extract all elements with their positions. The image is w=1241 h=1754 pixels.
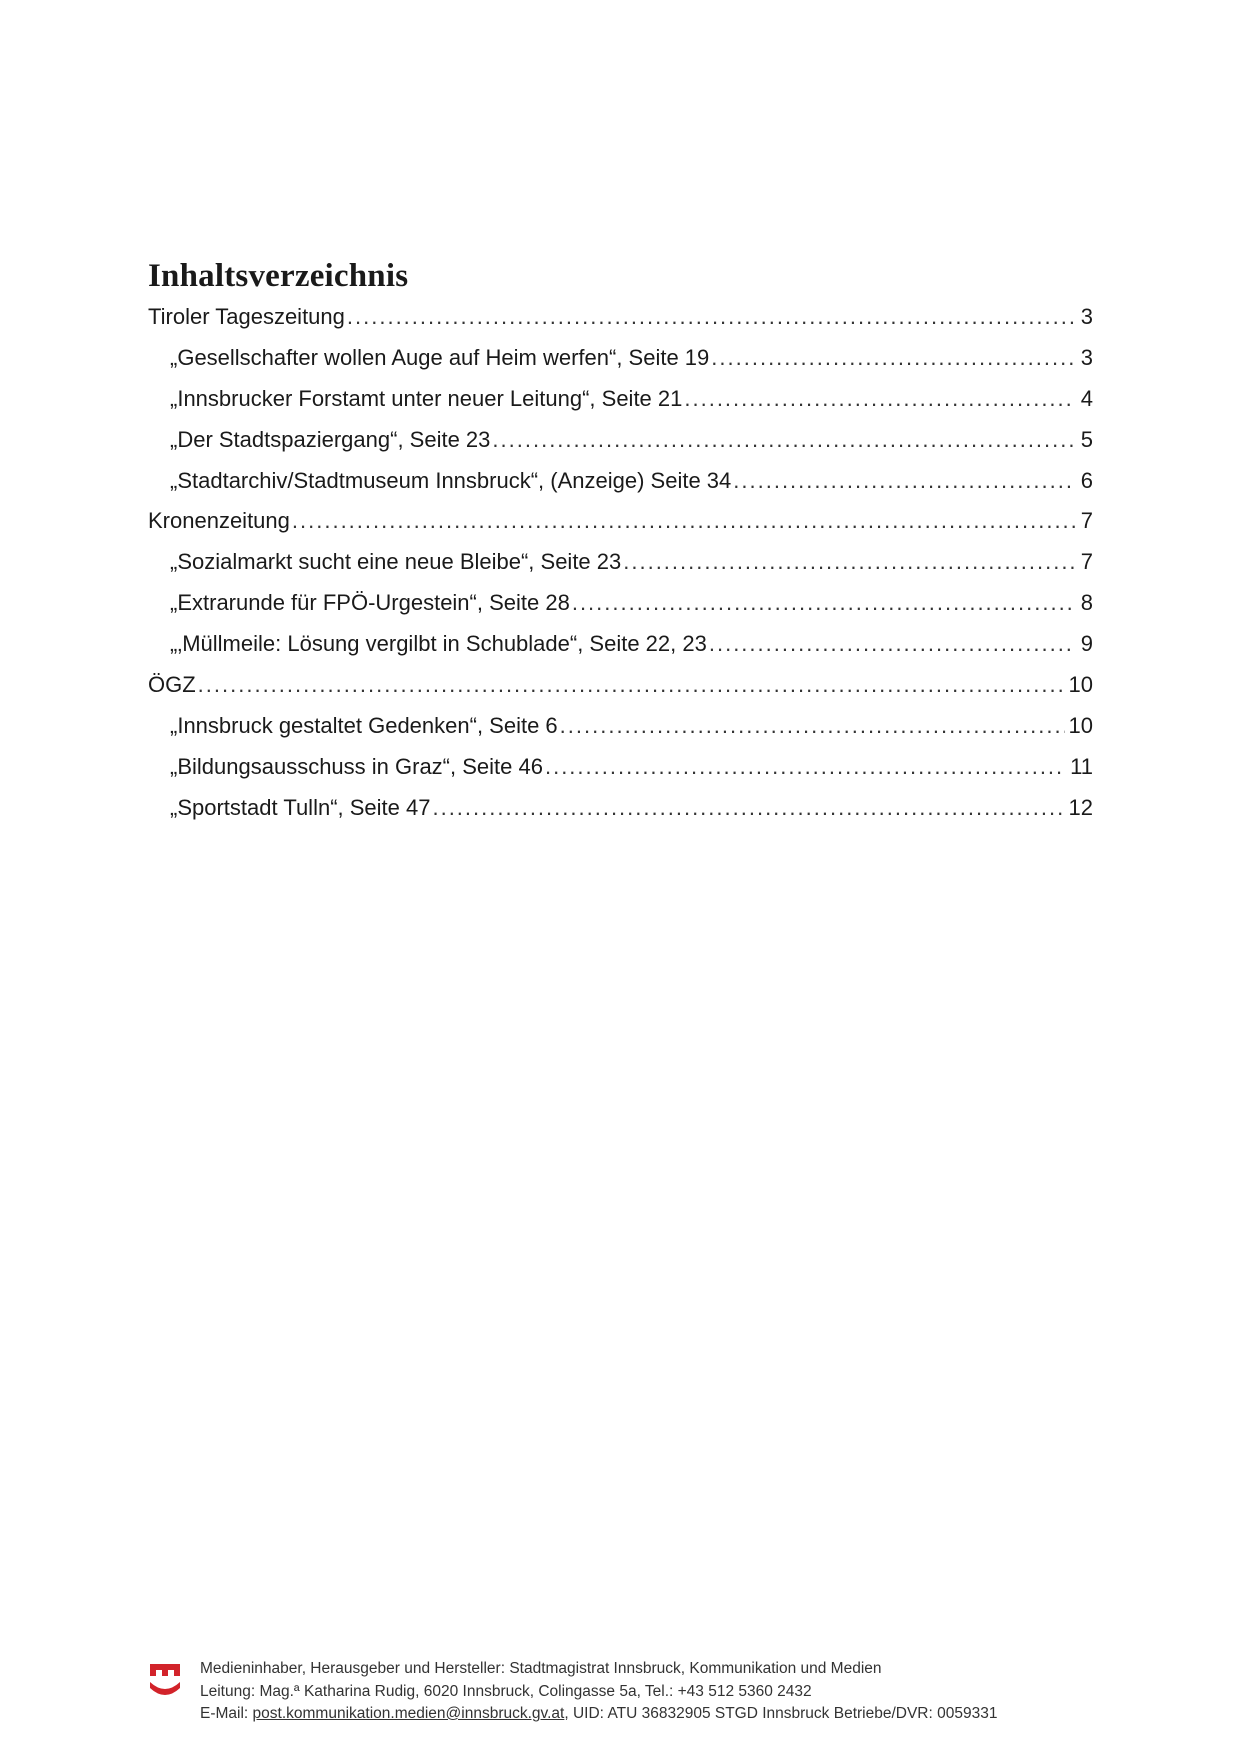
toc-entry[interactable]: [148, 427, 1093, 468]
toc-entry-title: Kronenzeitung: [148, 508, 290, 534]
toc-entry-title: „Stadtarchiv/Stadtmuseum Innsbruck“, (Anzeige) Seite 34: [170, 467, 732, 493]
toc-leader-dots: [560, 713, 1065, 739]
toc-entry-title: „Innsbruck gestaltet Gedenken“, Seite 6: [170, 712, 558, 738]
footer-email-label: E-Mail:: [200, 1705, 253, 1722]
toc-leader-dots: [492, 427, 1075, 453]
toc-entry-page: 10: [1068, 672, 1093, 698]
toc-entry[interactable]: [148, 549, 1093, 590]
toc-entry-page: 4: [1080, 385, 1093, 411]
page-title: Inhaltsverzeichnis: [148, 258, 409, 295]
toc-leader-dots: [711, 345, 1075, 371]
toc-leader-dots: [733, 468, 1075, 494]
toc-entry-title: „Sozialmarkt sucht eine neue Bleibe“, Seite 23: [170, 549, 622, 575]
toc-entry[interactable]: [148, 590, 1093, 631]
toc-entry[interactable]: [148, 795, 1093, 836]
toc-entry[interactable]: [148, 672, 1093, 713]
footer-line-management: Leitung: Mag.ª Katharina Rudig, 6020 Innsbruck, Colingasse 5a, Tel.: +43 512 5360 2432: [200, 1682, 812, 1700]
toc-entry-title: „Extrarunde für FPÖ-Urgestein“, Seite 28: [170, 590, 570, 616]
toc-entry[interactable]: [148, 386, 1093, 427]
toc-entry-title: ÖGZ: [148, 672, 196, 698]
toc-entry-page: 7: [1080, 549, 1093, 575]
toc-entry-page: 8: [1080, 590, 1093, 616]
toc-entry[interactable]: [148, 508, 1093, 549]
toc-entry-title: Tiroler Tageszeitung: [148, 304, 345, 329]
toc-leader-dots: [347, 304, 1075, 330]
footer-registration: , UID: ATU 36832905 STGD Innsbruck Betriebe/DVR: 0059331: [564, 1705, 998, 1722]
toc-entry-page: 3: [1080, 304, 1093, 329]
toc-entry-title: „Innsbrucker Forstamt unter neuer Leitung“, Seite 21: [170, 385, 683, 411]
toc-leader-dots: [684, 386, 1075, 412]
toc-entry-title: „Der Stadtspaziergang“, Seite 23: [170, 426, 491, 452]
toc-entry[interactable]: [148, 631, 1093, 672]
toc-entry-page: 3: [1080, 344, 1093, 370]
toc-entry[interactable]: [148, 304, 1093, 345]
toc-leader-dots: [709, 631, 1075, 657]
footer-email-link[interactable]: post.kommunikation.medien@innsbruck.gv.at: [252, 1705, 565, 1722]
toc-entry-page: 12: [1068, 794, 1093, 820]
toc-entry-page: 10: [1068, 712, 1093, 738]
table-of-contents: [148, 304, 1093, 836]
toc-leader-dots: [545, 754, 1066, 780]
toc-entry-page: 7: [1080, 508, 1093, 534]
innsbruck-logo-icon: [148, 1662, 182, 1702]
toc-leader-dots: [572, 590, 1075, 616]
toc-entry-page: 5: [1080, 426, 1093, 452]
toc-entry[interactable]: [148, 754, 1093, 795]
toc-entry-title: „Gesellschafter wollen Auge auf Heim werfen“, Seite 19: [170, 344, 710, 370]
toc-entry[interactable]: [148, 713, 1093, 754]
footer-line-contact: [200, 1703, 997, 1726]
page-footer: [148, 1658, 1108, 1728]
toc-entry-title: „‚Müllmeile: Lösung vergilbt in Schublade“, Seite 22, 23: [170, 631, 707, 657]
toc-leader-dots: [198, 672, 1065, 698]
toc-entry[interactable]: [148, 345, 1093, 386]
toc-leader-dots: [432, 795, 1064, 821]
toc-entry-page: 6: [1080, 467, 1093, 493]
toc-leader-dots: [292, 508, 1075, 534]
toc-leader-dots: [623, 549, 1075, 575]
toc-entry-page: 9: [1080, 631, 1093, 657]
toc-entry[interactable]: [148, 468, 1093, 509]
toc-entry-title: „Sportstadt Tulln“, Seite 47: [170, 794, 431, 820]
toc-entry-title: „Bildungsausschuss in Graz“, Seite 46: [170, 753, 543, 779]
toc-entry-page: 11: [1070, 753, 1093, 779]
footer-line-publisher: Medieninhaber, Herausgeber und Hersteller: Stadtmagistrat Innsbruck, Kommunikation und Medien: [200, 1660, 882, 1677]
